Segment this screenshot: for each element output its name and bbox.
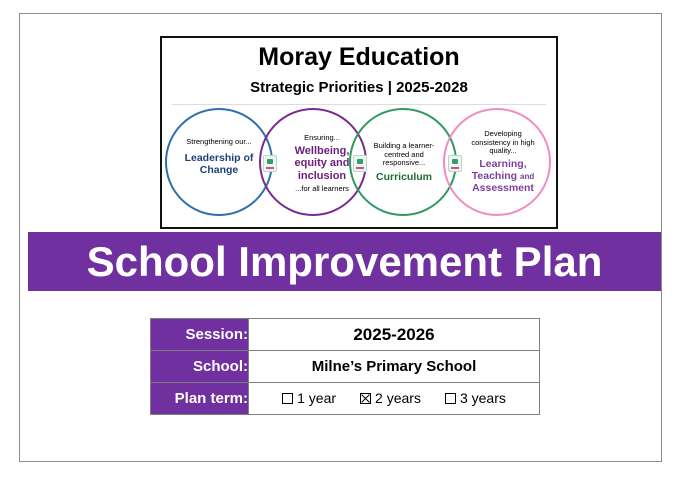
priority-main-text: [464, 158, 542, 194]
priority-lead-text: Developing consistency in high quality...: [471, 129, 535, 156]
term-option-label: 2 years: [375, 389, 421, 406]
priority-curriculum: [367, 142, 441, 183]
priority-wellbeing: [280, 134, 364, 193]
pupil-badge-icon: [263, 155, 277, 172]
priority-main-text: Curriculum: [375, 170, 432, 183]
strategic-priorities-banner: [160, 36, 558, 229]
plan-title: School Improvement Plan: [28, 232, 661, 291]
term-option-3-years[interactable]: [445, 390, 506, 406]
priority-main-text: Wellbeing, equity and inclusion: [294, 144, 350, 182]
priority-learning: [464, 130, 542, 194]
session-value[interactable]: 2025-2026: [249, 319, 540, 351]
priority-main-a: Learning, Teaching: [471, 157, 527, 182]
checkbox-checked-icon[interactable]: [360, 393, 371, 404]
banner-divider: [172, 104, 546, 105]
term-option-label: 3 years: [459, 389, 506, 406]
priority-leadership: [180, 138, 258, 176]
pupil-badge-icon: [448, 155, 462, 172]
plan-term-options: [249, 383, 540, 415]
priority-lead-text: Building a learner-centred and responsive...: [373, 141, 435, 168]
term-option-2-years[interactable]: [360, 390, 421, 406]
banner-subtitle: Strategic Priorities | 2025-2028: [250, 79, 468, 96]
table-row: [151, 319, 540, 351]
school-value[interactable]: Milne’s Primary School: [249, 351, 540, 383]
priority-main-and: and: [520, 171, 535, 181]
priority-main-b: Assessment: [472, 182, 534, 194]
priority-lead-text: Strengthening our...: [186, 137, 252, 146]
checkbox-icon[interactable]: [445, 393, 456, 404]
term-option-1-year[interactable]: [282, 390, 336, 406]
banner-title: Moray Education: [258, 43, 460, 71]
table-row: [151, 383, 540, 415]
plan-info-table: [150, 318, 540, 415]
priority-trail-text: ...for all learners: [295, 183, 349, 193]
session-label: Session:: [151, 319, 249, 351]
plan-term-label: Plan term:: [151, 383, 249, 415]
term-option-label: 1 year: [297, 389, 337, 406]
school-label: School:: [151, 351, 249, 383]
checkbox-icon[interactable]: [282, 393, 293, 404]
priority-main-text: Leadership of Change: [184, 151, 254, 176]
priority-lead-text: Ensuring...: [304, 133, 340, 142]
table-row: [151, 351, 540, 383]
